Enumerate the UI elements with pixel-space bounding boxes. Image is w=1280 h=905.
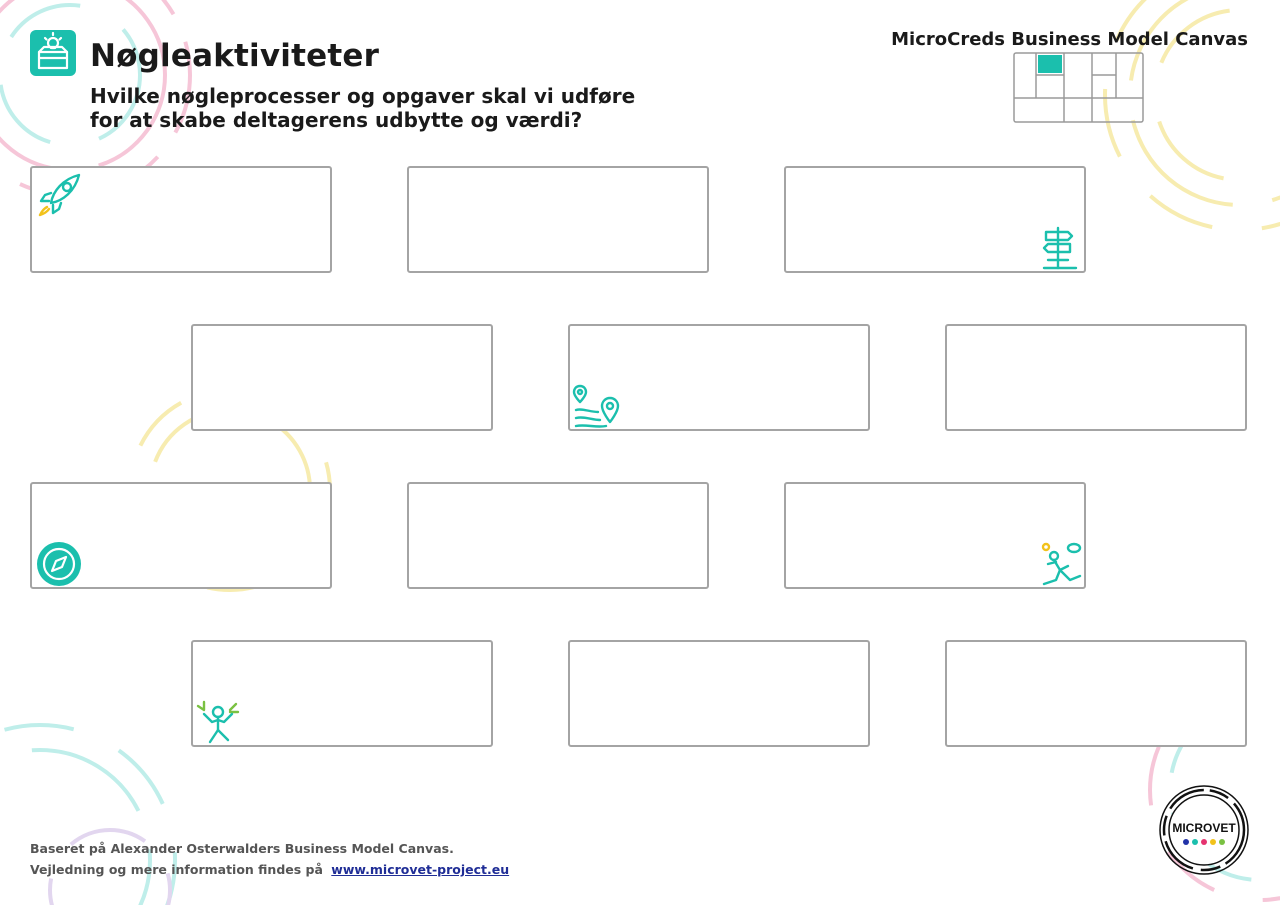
activity-box-6[interactable] — [945, 324, 1247, 431]
subtitle-line-2: for at skabe deltagerens udbytte og værdi? — [90, 108, 583, 132]
activity-box-7[interactable] — [30, 482, 332, 589]
rocket-icon — [35, 171, 83, 219]
activity-box-8[interactable] — [407, 482, 709, 589]
activity-box-2[interactable] — [407, 166, 709, 273]
activity-box-10[interactable] — [191, 640, 493, 747]
canvas-reference-label: MicroCreds Business Model Canvas — [891, 29, 1248, 50]
activity-box-11[interactable] — [568, 640, 870, 747]
microvet-logo — [1158, 784, 1250, 876]
canvas-grid-minimap-icon — [1013, 52, 1144, 123]
footer-attribution: Baseret på Alexander Osterwalders Business Model Canvas. — [30, 841, 454, 856]
activity-box-9[interactable] — [784, 482, 1086, 589]
activity-box-3[interactable] — [784, 166, 1086, 273]
activity-box-5[interactable] — [568, 324, 870, 431]
microvet-website-link[interactable]: www.microvet-project.eu — [331, 862, 510, 877]
logo-text: MICROVET — [1172, 821, 1236, 835]
map-route-icon — [572, 382, 620, 430]
footer — [30, 838, 509, 880]
page-title: Nøgleaktiviteter — [90, 38, 380, 74]
activity-box-4[interactable] — [191, 324, 493, 431]
compass-icon — [35, 540, 83, 588]
celebrating-person-icon — [194, 698, 242, 746]
signpost-icon — [1036, 224, 1084, 272]
activity-box-1[interactable] — [30, 166, 332, 273]
page-subtitle — [90, 84, 690, 132]
climber-flag-icon — [1036, 540, 1084, 588]
footer-info-prefix: Vejledning og mere information findes på — [30, 862, 323, 877]
lightbulb-box-icon — [30, 30, 76, 76]
activity-box-12[interactable] — [945, 640, 1247, 747]
subtitle-line-1: Hvilke nøgleprocesser og opgaver skal vi udføre — [90, 84, 636, 108]
footer-info-line — [30, 859, 509, 880]
